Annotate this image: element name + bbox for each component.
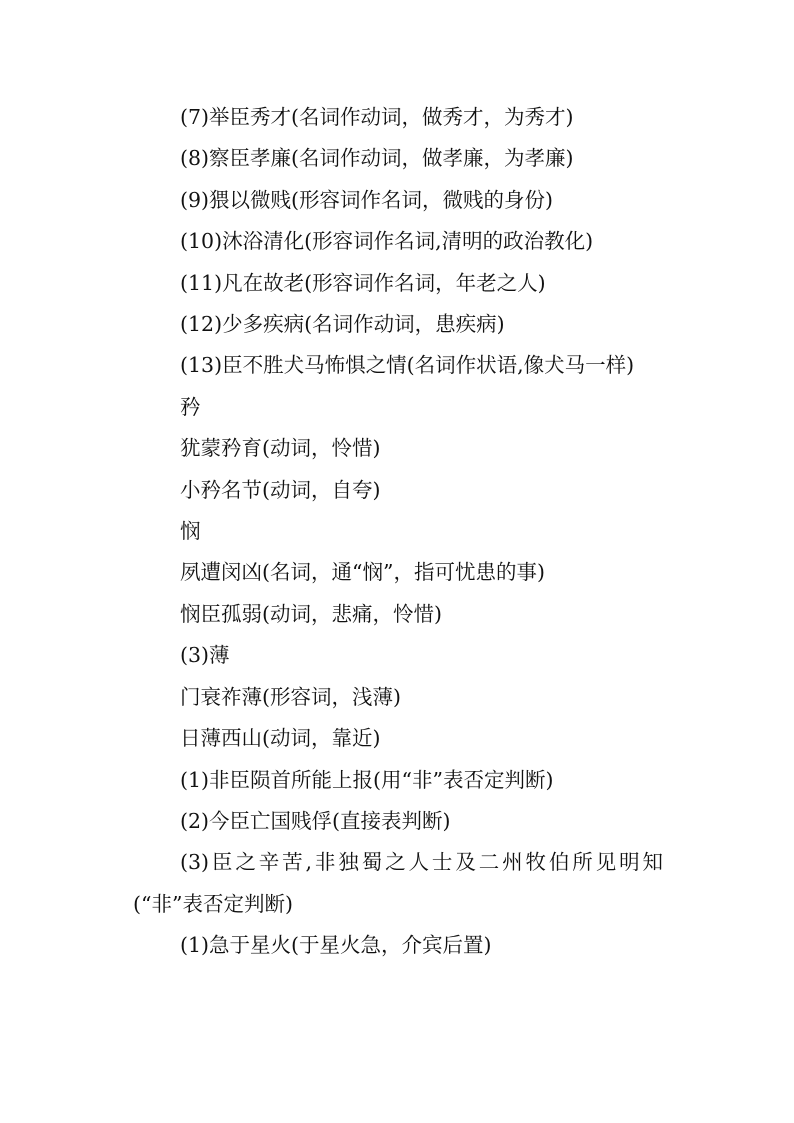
text-line: (1)非臣陨首所能上报(用“非”表否定判断): [180, 767, 554, 792]
heading-line: 悯: [180, 519, 201, 544]
text-line: 夙遭闵凶(名词，通“悯”，指可忧患的事): [180, 560, 545, 585]
text-line: (11)凡在故老(形容词作名词，年老之人): [180, 270, 546, 295]
text-line: 日薄西山(动词，靠近): [180, 726, 381, 751]
text-line: (8)察臣孝廉(名词作动词，做孝廉，为孝廉): [180, 146, 574, 171]
text-line: (1)急于星火(于星火急，介宾后置): [180, 933, 492, 958]
text-line: (9)猥以微贱(形容词作名词，微贱的身份): [180, 187, 554, 212]
text-line: 门衰祚薄(形容词，浅薄): [180, 684, 401, 709]
text-line: 犹蒙矜育(动词，怜惜): [180, 436, 381, 461]
heading-line: 矜: [180, 394, 201, 419]
text-line: 悯臣孤弱(动词，悲痛，怜惜): [180, 601, 442, 626]
text-line: (10)沐浴清化(形容词作名词,清明的政治教化): [180, 229, 594, 254]
text-paragraph: (3)臣之辛苦,非独蜀之人士及二州牧伯所见明知(“非”表否定判断): [133, 850, 663, 916]
text-line: 小矜名节(动词，自夸): [180, 477, 381, 502]
text-line: (2)今臣亡国贱俘(直接表判断): [180, 808, 451, 833]
text-paragraph: (13)臣不胜犬马怖惧之情(名词作状语,像犬马一样): [180, 353, 635, 378]
heading-line: (3)薄: [180, 643, 230, 668]
text-line: (7)举臣秀才(名词作动词，做秀才，为秀才): [180, 105, 574, 129]
text-line: (12)少多疾病(名词作动词，患疾病): [180, 312, 505, 337]
document-body: [133, 97, 663, 967]
